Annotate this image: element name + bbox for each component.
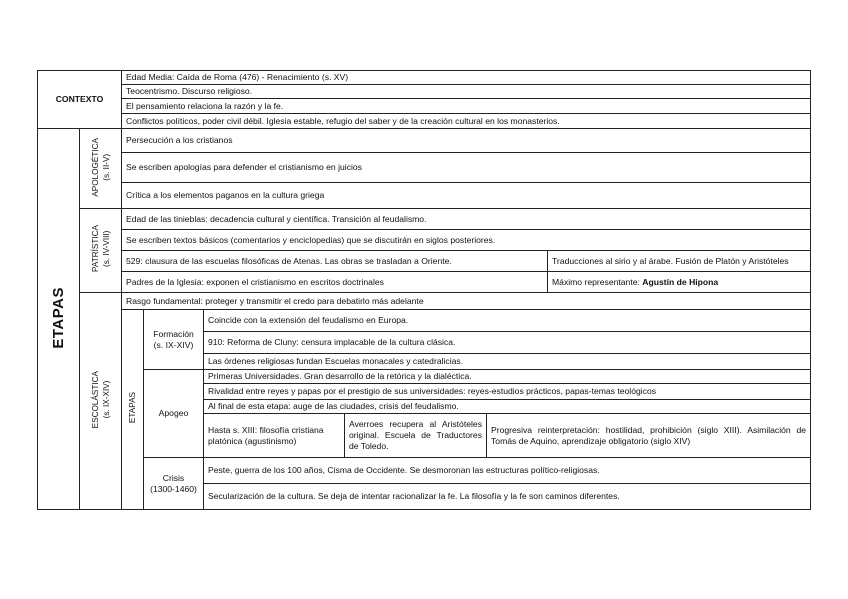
escolastica-label	[80, 293, 122, 510]
patristica-period: (s. IV-VIII)	[101, 230, 111, 268]
apologetica-row: Crítica a los elementos paganos en la cultura griega	[122, 183, 811, 209]
escolastica-period: (s. IX-XIV)	[101, 380, 111, 419]
patristica-row: Edad de las tinieblas: decadencia cultural y científica. Transición al feudalismo.	[122, 209, 811, 230]
contexto-row: Teocentrismo. Discurso religioso.	[122, 85, 811, 99]
apogeo-col-platonic: Hasta s. XIII: filosofía cristiana platónica (agustinismo)	[204, 414, 345, 458]
apogeo-col-averroes: Averroes recupera al Aristóteles original. Escuela de Traductores de Toledo.	[345, 414, 487, 458]
escolastica-rasgo: Rasgo fundamental: proteger y transmitir el credo para debatirlo más adelante	[122, 293, 811, 310]
apogeo-row: Primeras Universidades. Gran desarrollo de la retórica y la dialéctica.	[204, 370, 811, 384]
apogeo-row: Rivalidad entre reyes y papas por el prestigio de sus universidades: reyes-estudios prácticos, papas-temas teológicos	[204, 384, 811, 400]
contexto-row: Conflictos políticos, poder civil débil. Iglesia estable, refugio del saber y de la creación cultural en los monasterios.	[122, 114, 811, 129]
summary-table	[37, 70, 811, 510]
crisis-row: Peste, guerra de los 100 años, Cisma de Occidente. Se desmoronan las estructuras político-religiosas.	[204, 458, 811, 484]
escolastica-etapas-text: ETAPAS	[128, 392, 137, 424]
apologetica-label	[80, 129, 122, 209]
patristica-row-right: Traducciones al sirio y al árabe. Fusión de Platón y Aristóteles	[548, 251, 811, 272]
apologetica-name: APOLOGÉTICA	[90, 137, 100, 197]
apogeo-row: Al final de esta etapa: auge de las ciudades, crisis del feudalismo.	[204, 400, 811, 414]
apogeo-col-reinterpretation: Progresiva reinterpretación: hostilidad, prohibición (siglo XIII). Asimilación de Tomás de Aquino, aprendizaje obligatorio (siglo XIV)	[487, 414, 811, 458]
formacion-row: Las órdenes religiosas fundan Escuelas monacales y catedralicias.	[204, 354, 811, 370]
formacion-label	[144, 310, 204, 370]
patristica-name: PATRÍSTICA	[90, 225, 100, 273]
crisis-label	[144, 458, 204, 510]
apologetica-period: (s. II-V)	[101, 153, 111, 181]
crisis-period: (1300-1460)	[150, 483, 197, 494]
escolastica-name: ESCOLÁSTICA	[90, 370, 100, 429]
patristica-row-left: 529: clausura de las escuelas filosóficas de Atenas. Las obras se trasladan a Oriente.	[122, 251, 548, 272]
contexto-header: CONTEXTO	[38, 71, 122, 129]
formacion-row: Coincide con la extensión del feudalismo en Europa.	[204, 310, 811, 332]
patristica-row: Se escriben textos básicos (comentarios y enciclopedias) que se discutirán en siglos posteriores.	[122, 230, 811, 251]
escolastica-etapas-label	[122, 310, 144, 510]
formacion-name: Formación	[153, 328, 194, 339]
representative-prefix: Máximo representante:	[552, 276, 643, 287]
representative-name: Agustín de Hipona	[642, 276, 719, 287]
contexto-row: El pensamiento relaciona la razón y la fe.	[122, 99, 811, 114]
patristica-row-left: Padres de la Iglesia: exponen el cristianismo en escritos doctrinales	[122, 272, 548, 293]
apogeo-label: Apogeo	[144, 370, 204, 458]
etapas-header-label: ETAPAS	[50, 286, 67, 349]
formacion-row: 910: Reforma de Cluny: censura implacable de la cultura clásica.	[204, 332, 811, 354]
contexto-row: Edad Media: Caída de Roma (476) - Renacimiento (s. XV)	[122, 71, 811, 85]
crisis-name: Crisis	[162, 472, 185, 483]
crisis-row: Secularización de la cultura. Se deja de intentar racionalizar la fe. La filosofía y la fe son caminos diferentes.	[204, 484, 811, 510]
apologetica-row: Persecución a los cristianos	[122, 129, 811, 153]
formacion-period: (s. IX-XIV)	[153, 339, 194, 350]
etapas-header	[38, 129, 80, 510]
patristica-label	[80, 209, 122, 293]
apologetica-row: Se escriben apologías para defender el cristianismo en juicios	[122, 153, 811, 183]
patristica-representative	[548, 272, 811, 293]
